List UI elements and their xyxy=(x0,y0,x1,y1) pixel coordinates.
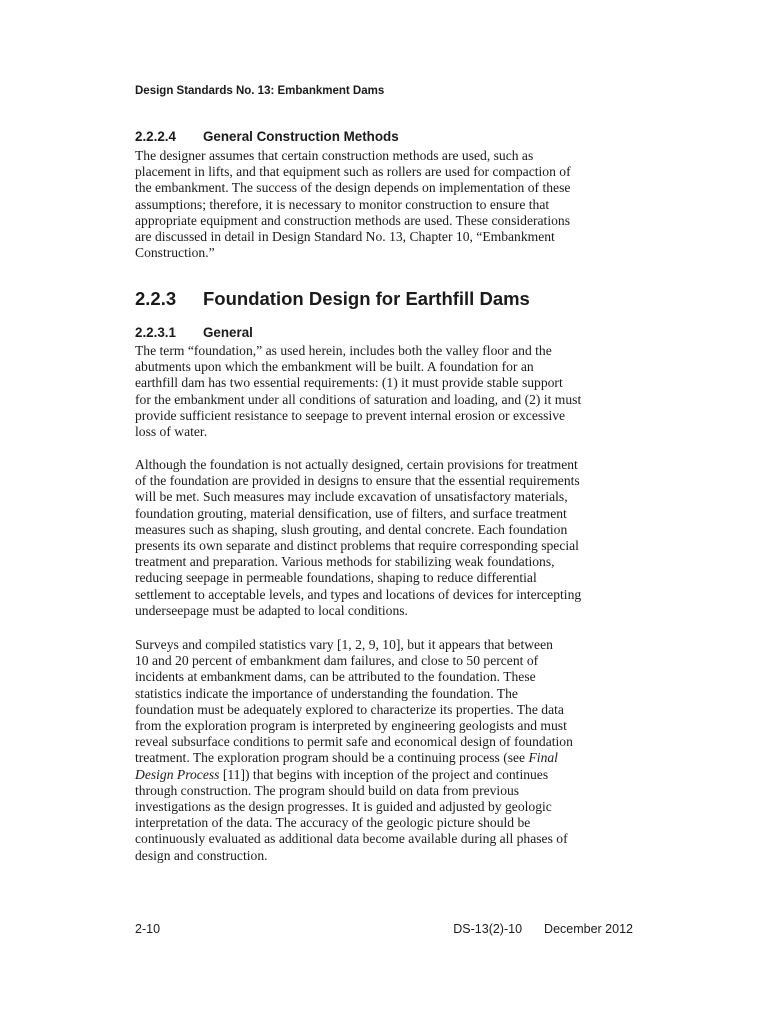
text-line: foundation grouting, material densification, use of filters, and surface treatment xyxy=(135,505,567,521)
text-line: assumptions; therefore, it is necessary to monitor construction to ensure that xyxy=(135,196,550,212)
publication-date: December 2012 xyxy=(544,922,633,936)
text-line: provide sufficient resistance to seepage to prevent internal erosion or excessive xyxy=(135,407,566,423)
text-line: underseepage must be adapted to local conditions. xyxy=(135,602,408,618)
text-line: 10 and 20 percent of embankment dam failures, and close to 50 percent of xyxy=(135,653,539,669)
text-line: reducing seepage in permeable foundations, shaping to reduce differential xyxy=(135,570,537,586)
text-line: loss of water. xyxy=(135,424,208,440)
document-page xyxy=(135,0,633,1024)
paragraph-construction-methods xyxy=(135,148,571,261)
text-line: earthfill dam has two essential requirements: (1) it must provide stable support xyxy=(135,375,563,391)
section-title: General xyxy=(203,325,253,340)
text-line: treatment and preparation. Various methods for stabilizing weak foundations, xyxy=(135,554,555,570)
paragraph-surveys-statistics xyxy=(135,637,573,864)
section-title: General Construction Methods xyxy=(203,129,399,144)
running-header: Design Standards No. 13: Embankment Dams xyxy=(135,85,385,97)
page-number: 2-10 xyxy=(135,922,161,936)
text-line xyxy=(135,767,573,783)
text-line: presents its own separate and distinct problems that require corresponding special xyxy=(135,538,579,554)
text-line: reveal subsurface conditions to permit safe and economical design of foundation xyxy=(135,734,573,750)
section-number: 2.2.3 xyxy=(135,288,177,309)
italic-reference-title: Design Process xyxy=(135,766,220,782)
text-line: measures such as shaping, slush grouting, and dental concrete. Each foundation xyxy=(135,521,568,537)
text-line: The term “foundation,” as used herein, includes both the valley floor and the xyxy=(135,343,552,358)
text-line: incidents at embankment dams, can be attributed to the foundation. These xyxy=(135,669,536,685)
text-line: for the embankment under all conditions of saturation and loading, and (2) it must xyxy=(135,391,582,407)
footer-info xyxy=(453,922,633,936)
paragraph-foundation-definition xyxy=(135,343,581,440)
text-line: design and construction. xyxy=(135,847,268,863)
text-line: Construction.” xyxy=(135,245,215,261)
text-line: placement in lifts, and that equipment such as rollers are used for compaction of xyxy=(135,164,571,180)
section-number: 2.2.2.4 xyxy=(135,129,176,144)
section-heading-2-2-3-1 xyxy=(135,325,253,340)
italic-reference-title: Final xyxy=(528,750,558,766)
text-line: Surveys and compiled statistics vary [1, 2, 9, 10], but it appears that between xyxy=(135,637,553,652)
text-line: from the exploration program is interpreted by engineering geologists and must xyxy=(135,718,567,734)
text-line: through construction. The program should build on data from previous xyxy=(135,782,520,798)
text-line: will be met. Such measures may include excavation of unsatisfactory materials, xyxy=(135,489,568,505)
text-line: of the foundation are provided in designs to ensure that the essential requirements xyxy=(135,473,580,489)
document-id: DS-13(2)-10 xyxy=(453,922,523,936)
text-line: statistics indicate the importance of understanding the foundation. The xyxy=(135,685,518,701)
text-line: continuously evaluated as additional data become available during all phases of xyxy=(135,831,568,847)
text-line: are discussed in detail in Design Standard No. 13, Chapter 10, “Embankment xyxy=(135,229,555,245)
text-line: The designer assumes that certain construction methods are used, such as xyxy=(135,148,534,163)
section-heading-2-2-2-4 xyxy=(135,129,399,144)
text-line: interpretation of the data. The accuracy of the geologic picture should be xyxy=(135,815,531,831)
section-title: Foundation Design for Earthfill Dams xyxy=(203,288,530,309)
section-heading-2-2-3 xyxy=(135,288,530,310)
text-line: appropriate equipment and construction methods are used. These considerations xyxy=(135,212,570,228)
text-line: settlement to acceptable levels, and types and locations of devices for intercepting xyxy=(135,586,582,602)
text-line: foundation must be adequately explored to characterize its properties. The data xyxy=(135,701,564,717)
section-number: 2.2.3.1 xyxy=(135,325,176,340)
text-line: the embankment. The success of the design depends on implementation of these xyxy=(135,180,571,196)
text-line xyxy=(135,750,573,766)
paragraph-foundation-treatment xyxy=(135,457,581,619)
text-segment: [11]) that begins with inception of the project and continues xyxy=(219,766,549,782)
text-line: investigations as the design progresses. It is guided and adjusted by geologic xyxy=(135,799,552,815)
text-line: Although the foundation is not actually designed, certain provisions for treatment xyxy=(135,457,578,472)
text-line: abutments upon which the embankment will be built. A foundation for an xyxy=(135,359,534,375)
text-segment: treatment. The exploration program should be a continuing process (see xyxy=(135,750,529,766)
